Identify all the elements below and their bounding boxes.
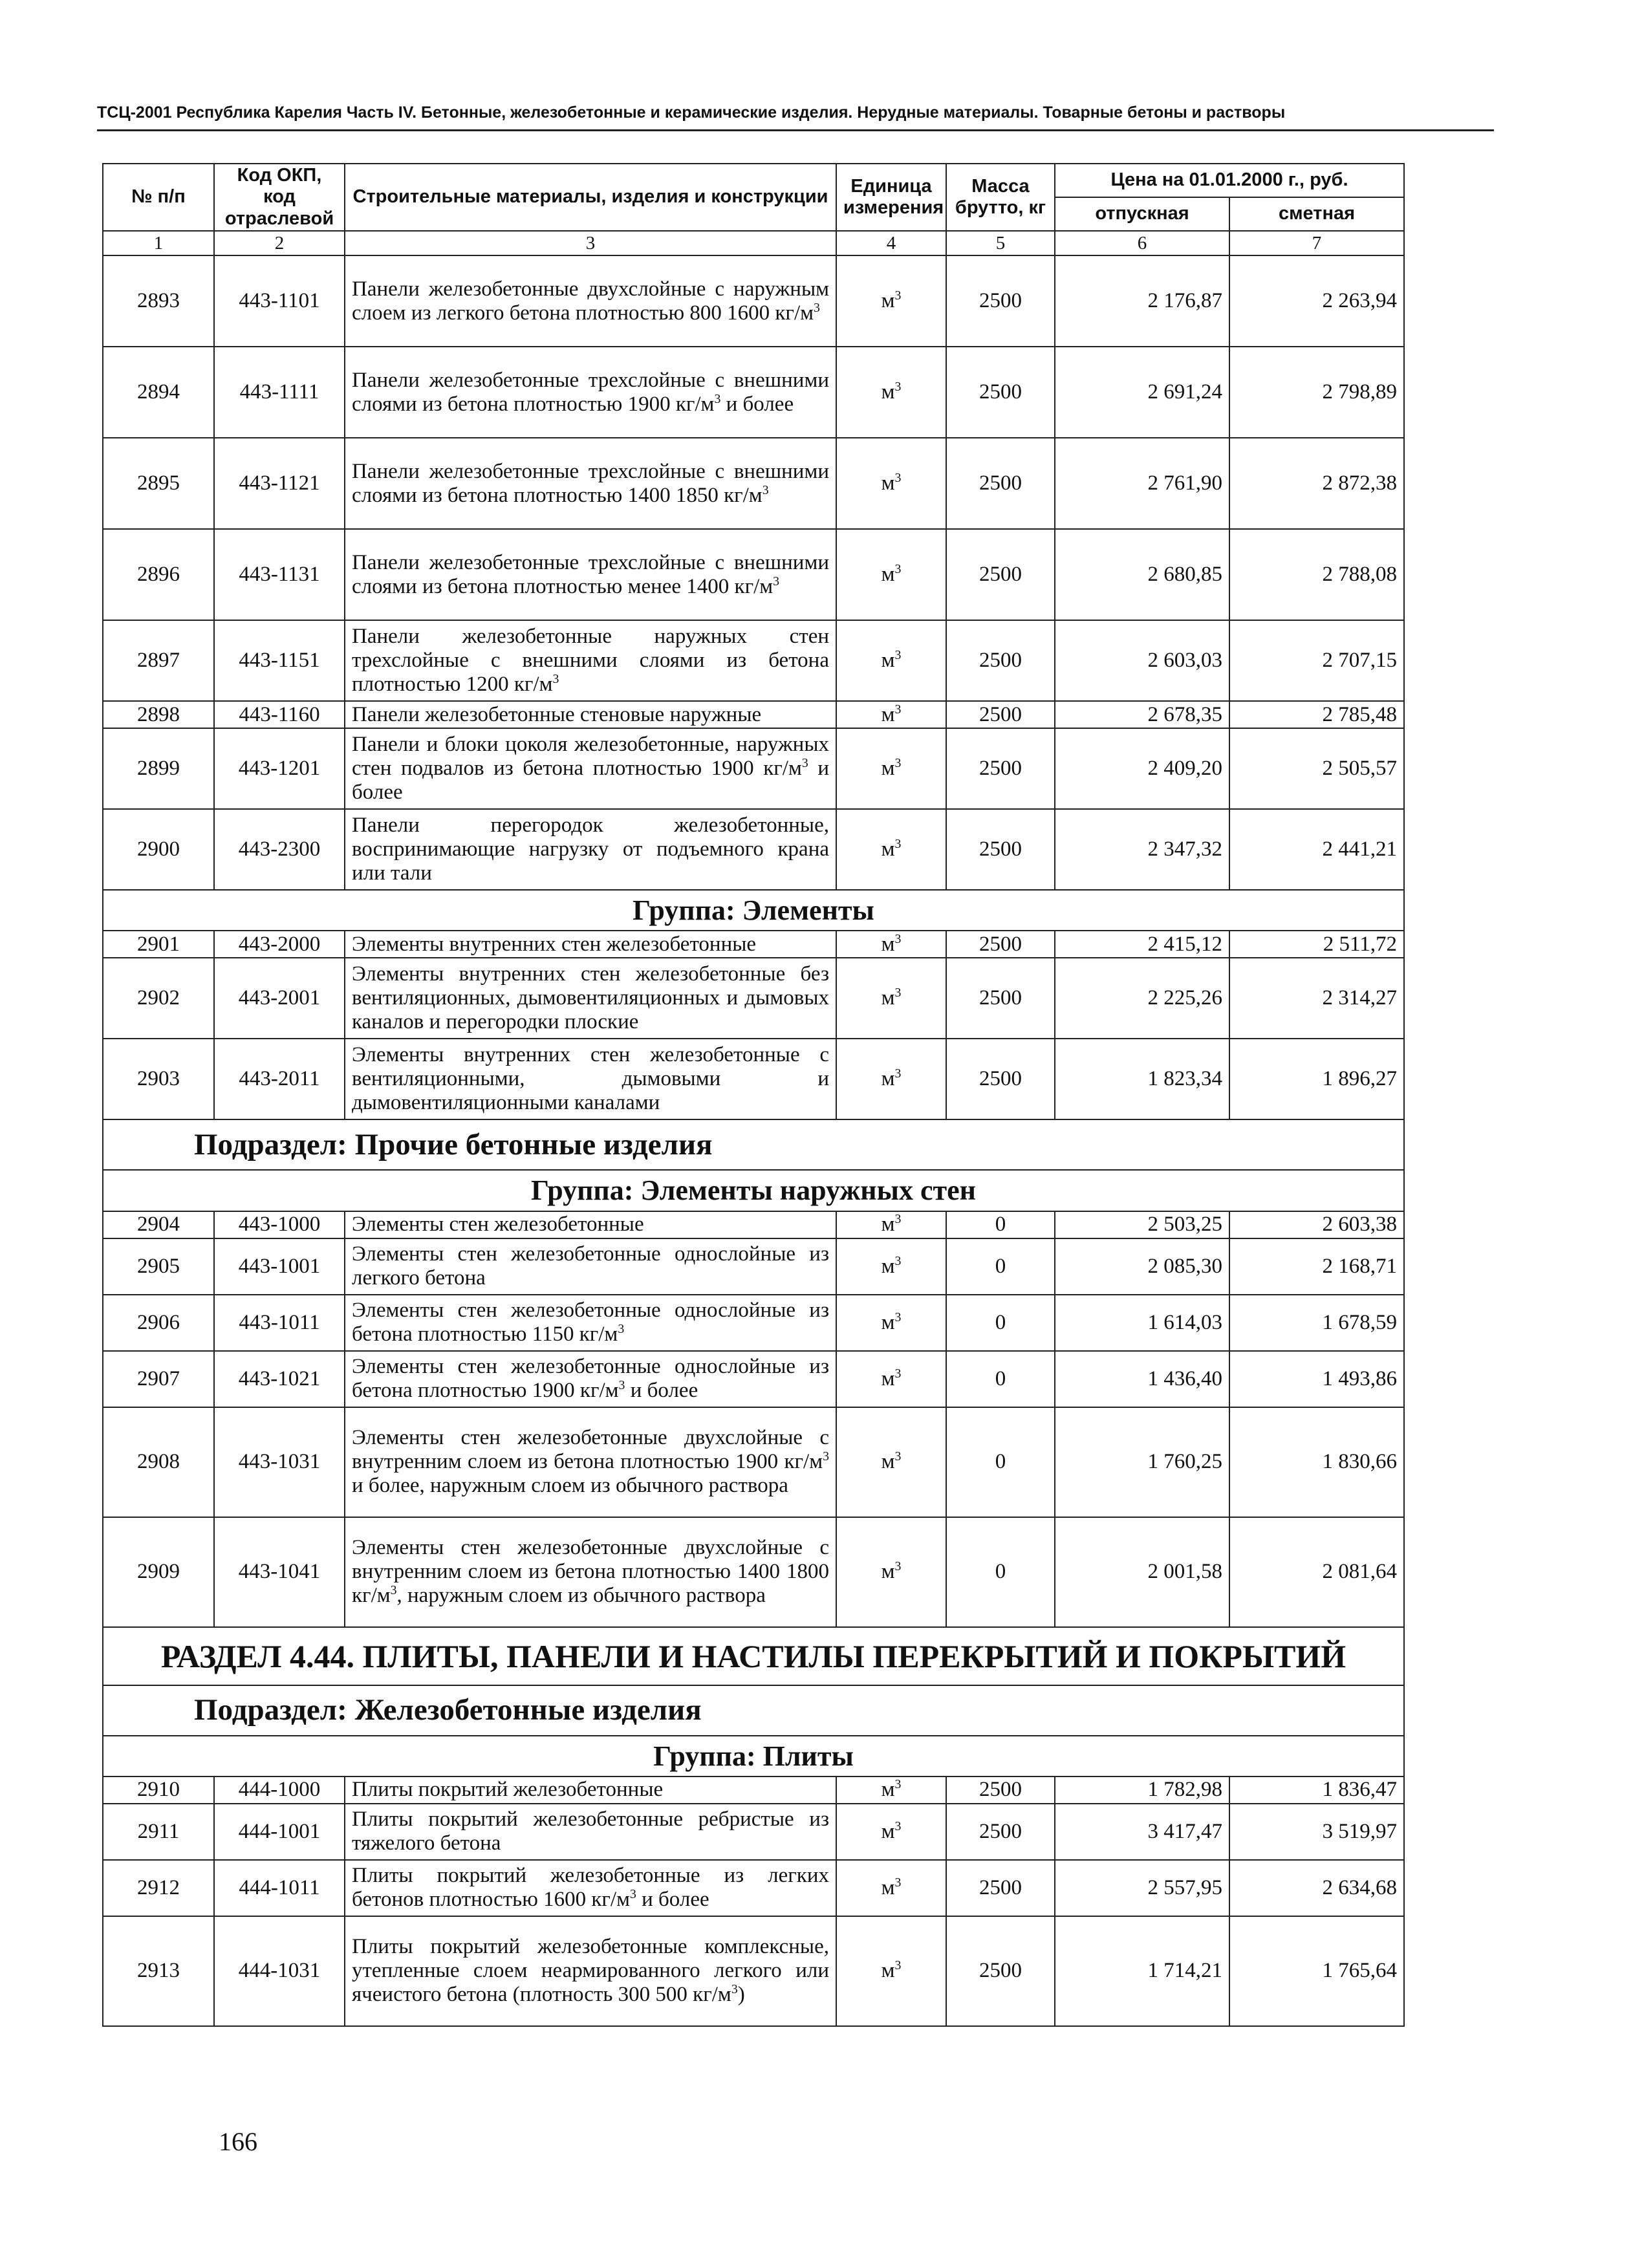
mass: 2500: [946, 529, 1055, 620]
price-estimate: 3 519,97: [1229, 1804, 1404, 1860]
okp-code: 443-1111: [214, 347, 345, 438]
okp-code: 443-1041: [214, 1517, 345, 1627]
price-estimate: 2 511,72: [1229, 931, 1404, 958]
table-row: [103, 1777, 1404, 1804]
item-name: Панели железобетонные трехслойные с внешними слоями из бетона плотностью менее 1400 $кг/м^3$: [345, 529, 836, 620]
table-body: [103, 255, 1404, 2026]
group-heading: Группа: Элементы: [103, 890, 1404, 931]
table-row: [103, 1039, 1404, 1119]
unit: $м^3$: [836, 347, 946, 438]
unit: $м^3$: [836, 1351, 946, 1407]
item-name: Плиты покрытий железобетонные из легких бетонов плотностью 1600 $кг/м^3$ и более: [345, 1860, 836, 1916]
mass: 2500: [946, 1916, 1055, 2026]
row-number: 2905: [103, 1238, 214, 1295]
row-number: 2902: [103, 958, 214, 1039]
unit: $м^3$: [836, 1211, 946, 1238]
price-estimate: 2 603,38: [1229, 1211, 1404, 1238]
table-row: [103, 1238, 1404, 1295]
item-name: Панели и блоки цоколя железобетонные, наружных стен подвалов из бетона плотностью 1900 $кг/м^3$ и более: [345, 728, 836, 809]
item-name: Плиты покрытий железобетонные комплексные, утепленные слоем неармированного легкого или ячеистого бетона (плотность 300 500 $кг/м^3$): [345, 1916, 836, 2026]
unit: $м^3$: [836, 1860, 946, 1916]
mass: 0: [946, 1351, 1055, 1407]
okp-code: 444-1001: [214, 1804, 345, 1860]
okp-code: 443-1000: [214, 1211, 345, 1238]
mass: 2500: [946, 1777, 1055, 1804]
column-number: 3: [345, 231, 836, 255]
item-name: Панели железобетонные наружных стен трехслойные с внешними слоями из бетона плотностью 1200 $кг/м^3$: [345, 620, 836, 701]
price-release: 2 680,85: [1055, 529, 1229, 620]
price-estimate: 2 441,21: [1229, 809, 1404, 890]
price-release: 2 176,87: [1055, 255, 1229, 347]
row-number: 2910: [103, 1777, 214, 1804]
item-name: Панели железобетонные двухслойные с наружным слоем из легкого бетона плотностью 800 1600 $кг/м^3$: [345, 255, 836, 347]
price-estimate: 1 836,47: [1229, 1777, 1404, 1804]
item-name: Элементы внутренних стен железобетонные: [345, 931, 836, 958]
page-header: ТСЦ-2001 Республика Карелия Часть IV. Бетонные, железобетонные и керамические изделия. Нерудные материалы. Товарные бетоны и растворы: [97, 103, 1286, 122]
table-row: [103, 529, 1404, 620]
okp-code: 443-1151: [214, 620, 345, 701]
price-estimate: 2 707,15: [1229, 620, 1404, 701]
item-name: Панели железобетонные стеновые наружные: [345, 701, 836, 728]
table-row: [103, 1804, 1404, 1860]
item-name: Элементы стен железобетонные двухслойные с внутренним слоем из бетона плотностью 1400 1800 $кг/м^3$, наружным слоем из обычного раствора: [345, 1517, 836, 1627]
okp-code: 443-1160: [214, 701, 345, 728]
row-number: 2911: [103, 1804, 214, 1860]
unit: $м^3$: [836, 1916, 946, 2026]
price-release: 1 760,25: [1055, 1407, 1229, 1517]
row-number: 2909: [103, 1517, 214, 1627]
price-estimate: 2 788,08: [1229, 529, 1404, 620]
col-header-name: Строительные материалы, изделия и конструкции: [345, 164, 836, 231]
col-header-unit: Единица измерения: [836, 164, 946, 231]
mass: 2500: [946, 958, 1055, 1039]
row-number: 2899: [103, 728, 214, 809]
column-number: 1: [103, 231, 214, 255]
unit: $м^3$: [836, 1295, 946, 1351]
okp-code: 443-2001: [214, 958, 345, 1039]
table-row: [103, 347, 1404, 438]
okp-code: 443-1031: [214, 1407, 345, 1517]
table-row: [103, 255, 1404, 347]
table-row: [103, 1295, 1404, 1351]
price-estimate: 1 830,66: [1229, 1407, 1404, 1517]
row-number: 2913: [103, 1916, 214, 2026]
price-release: 2 503,25: [1055, 1211, 1229, 1238]
price-release: 1 614,03: [1055, 1295, 1229, 1351]
table-row: [103, 438, 1404, 529]
column-number-row: [103, 231, 1404, 255]
page-number: 166: [219, 2127, 257, 2156]
item-name: Элементы стен железобетонные: [345, 1211, 836, 1238]
row-number: 2896: [103, 529, 214, 620]
item-name: Панели перегородок железобетонные, воспринимающие нагрузку от подъемного крана или тали: [345, 809, 836, 890]
column-number: 6: [1055, 231, 1229, 255]
unit: $м^3$: [836, 931, 946, 958]
okp-code: 444-1000: [214, 1777, 345, 1804]
group-heading: Группа: Плиты: [103, 1736, 1404, 1777]
mass: 0: [946, 1238, 1055, 1295]
price-release: 1 714,21: [1055, 1916, 1229, 2026]
unit: $м^3$: [836, 1517, 946, 1627]
okp-code: 443-1131: [214, 529, 345, 620]
price-estimate: 2 168,71: [1229, 1238, 1404, 1295]
section-heading-row: [103, 1627, 1404, 1685]
unit: $м^3$: [836, 255, 946, 347]
unit: $м^3$: [836, 701, 946, 728]
price-estimate: 2 872,38: [1229, 438, 1404, 529]
item-name: Элементы стен железобетонные двухслойные с внутренним слоем из бетона плотностью 1900 $кг/м^3$ и более, наружным слоем из обычного раствора: [345, 1407, 836, 1517]
okp-code: 443-2011: [214, 1039, 345, 1119]
table-row: [103, 958, 1404, 1039]
table-row: [103, 1211, 1404, 1238]
mass: 2500: [946, 438, 1055, 529]
row-number: 2894: [103, 347, 214, 438]
unit: $м^3$: [836, 1039, 946, 1119]
price-release: 2 225,26: [1055, 958, 1229, 1039]
mass: 2500: [946, 931, 1055, 958]
row-number: 2898: [103, 701, 214, 728]
okp-code: 443-1021: [214, 1351, 345, 1407]
group-heading: Группа: Элементы наружных стен: [103, 1170, 1404, 1211]
price-release: 2 603,03: [1055, 620, 1229, 701]
item-name: Элементы стен железобетонные однослойные из легкого бетона: [345, 1238, 836, 1295]
okp-code: 443-1101: [214, 255, 345, 347]
table-row: [103, 1916, 1404, 2026]
price-release: 2 761,90: [1055, 438, 1229, 529]
unit: $м^3$: [836, 958, 946, 1039]
table-row: [103, 1517, 1404, 1627]
price-estimate: 2 263,94: [1229, 255, 1404, 347]
okp-code: 443-1001: [214, 1238, 345, 1295]
table-row: [103, 1860, 1404, 1916]
col-header-price: Цена на 01.01.2000 г., руб.: [1055, 164, 1404, 197]
subsection-heading-row: [103, 1685, 1404, 1736]
row-number: 2901: [103, 931, 214, 958]
price-release: 2 085,30: [1055, 1238, 1229, 1295]
row-number: 2906: [103, 1295, 214, 1351]
column-number: 5: [946, 231, 1055, 255]
row-number: 2903: [103, 1039, 214, 1119]
mass: 2500: [946, 1860, 1055, 1916]
okp-code: 443-1121: [214, 438, 345, 529]
group-heading-row: [103, 1170, 1404, 1211]
header-divider: [97, 129, 1494, 131]
subsection-heading: Подраздел: Прочие бетонные изделия: [103, 1119, 1404, 1170]
price-estimate: 2 785,48: [1229, 701, 1404, 728]
table-row: [103, 1407, 1404, 1517]
price-estimate: 1 765,64: [1229, 1916, 1404, 2026]
price-table: [102, 163, 1405, 2027]
mass: 2500: [946, 347, 1055, 438]
table-row: [103, 931, 1404, 958]
price-release: 2 001,58: [1055, 1517, 1229, 1627]
price-estimate: 2 634,68: [1229, 1860, 1404, 1916]
unit: $м^3$: [836, 728, 946, 809]
section-heading: РАЗДЕЛ 4.44. ПЛИТЫ, ПАНЕЛИ И НАСТИЛЫ ПЕРЕКРЫТИЙ И ПОКРЫТИЙ: [103, 1627, 1404, 1685]
unit: $м^3$: [836, 1777, 946, 1804]
row-number: 2907: [103, 1351, 214, 1407]
col-header-price-release: отпускная: [1055, 197, 1229, 231]
unit: $м^3$: [836, 620, 946, 701]
okp-code: 443-1201: [214, 728, 345, 809]
item-name: Элементы стен железобетонные однослойные из бетона плотностью 1150 $кг/м^3$: [345, 1295, 836, 1351]
unit: $м^3$: [836, 438, 946, 529]
okp-code: 444-1011: [214, 1860, 345, 1916]
price-estimate: 1 678,59: [1229, 1295, 1404, 1351]
mass: 2500: [946, 701, 1055, 728]
mass: 2500: [946, 1804, 1055, 1860]
price-release: 2 409,20: [1055, 728, 1229, 809]
price-release: 3 417,47: [1055, 1804, 1229, 1860]
price-estimate: 2 798,89: [1229, 347, 1404, 438]
row-number: 2900: [103, 809, 214, 890]
okp-code: 444-1031: [214, 1916, 345, 2026]
row-number: 2904: [103, 1211, 214, 1238]
item-name: Плиты покрытий железобетонные: [345, 1777, 836, 1804]
column-number: 7: [1229, 231, 1404, 255]
price-release: 1 436,40: [1055, 1351, 1229, 1407]
row-number: 2912: [103, 1860, 214, 1916]
table-row: [103, 620, 1404, 701]
price-estimate: 2 314,27: [1229, 958, 1404, 1039]
group-heading-row: [103, 890, 1404, 931]
unit: $м^3$: [836, 1407, 946, 1517]
price-release: 2 347,32: [1055, 809, 1229, 890]
mass: 2500: [946, 809, 1055, 890]
price-estimate: 1 896,27: [1229, 1039, 1404, 1119]
mass: 0: [946, 1517, 1055, 1627]
row-number: 2893: [103, 255, 214, 347]
row-number: 2908: [103, 1407, 214, 1517]
col-header-num: № п/п: [103, 164, 214, 231]
column-number: 2: [214, 231, 345, 255]
price-release: 2 691,24: [1055, 347, 1229, 438]
price-release: 2 415,12: [1055, 931, 1229, 958]
col-header-price-estimate: сметная: [1229, 197, 1404, 231]
col-header-mass: Масса брутто, кг: [946, 164, 1055, 231]
unit: $м^3$: [836, 1238, 946, 1295]
price-estimate: 2 505,57: [1229, 728, 1404, 809]
row-number: 2897: [103, 620, 214, 701]
price-release: 1 782,98: [1055, 1777, 1229, 1804]
item-name: Плиты покрытий железобетонные ребристые из тяжелого бетона: [345, 1804, 836, 1860]
unit: $м^3$: [836, 809, 946, 890]
col-header-okp: Код ОКП, код отраслевой: [214, 164, 345, 231]
price-estimate: 1 493,86: [1229, 1351, 1404, 1407]
table-row: [103, 1351, 1404, 1407]
mass: 0: [946, 1295, 1055, 1351]
table-row: [103, 701, 1404, 728]
item-name: Панели железобетонные трехслойные с внешними слоями из бетона плотностью 1900 $кг/м^3$ и более: [345, 347, 836, 438]
okp-code: 443-1011: [214, 1295, 345, 1351]
group-heading-row: [103, 1736, 1404, 1777]
okp-code: 443-2000: [214, 931, 345, 958]
table-row: [103, 728, 1404, 809]
mass: 0: [946, 1211, 1055, 1238]
mass: 2500: [946, 255, 1055, 347]
okp-code: 443-2300: [214, 809, 345, 890]
subsection-heading-row: [103, 1119, 1404, 1170]
mass: 2500: [946, 1039, 1055, 1119]
item-name: Элементы стен железобетонные однослойные из бетона плотностью 1900 $кг/м^3$ и более: [345, 1351, 836, 1407]
mass: 2500: [946, 728, 1055, 809]
item-name: Элементы внутренних стен железобетонные с вентиляционными, дымовыми и дымовентиляционными каналами: [345, 1039, 836, 1119]
unit: $м^3$: [836, 1804, 946, 1860]
price-release: 2 678,35: [1055, 701, 1229, 728]
price-release: 1 823,34: [1055, 1039, 1229, 1119]
subsection-heading: Подраздел: Железобетонные изделия: [103, 1685, 1404, 1736]
price-estimate: 2 081,64: [1229, 1517, 1404, 1627]
price-release: 2 557,95: [1055, 1860, 1229, 1916]
mass: 0: [946, 1407, 1055, 1517]
column-number: 4: [836, 231, 946, 255]
row-number: 2895: [103, 438, 214, 529]
table-row: [103, 809, 1404, 890]
mass: 2500: [946, 620, 1055, 701]
unit: $м^3$: [836, 529, 946, 620]
item-name: Панели железобетонные трехслойные с внешними слоями из бетона плотностью 1400 1850 $кг/м^3$: [345, 438, 836, 529]
item-name: Элементы внутренних стен железобетонные без вентиляционных, дымовентиляционных и дымовых каналов и перегородки плоские: [345, 958, 836, 1039]
